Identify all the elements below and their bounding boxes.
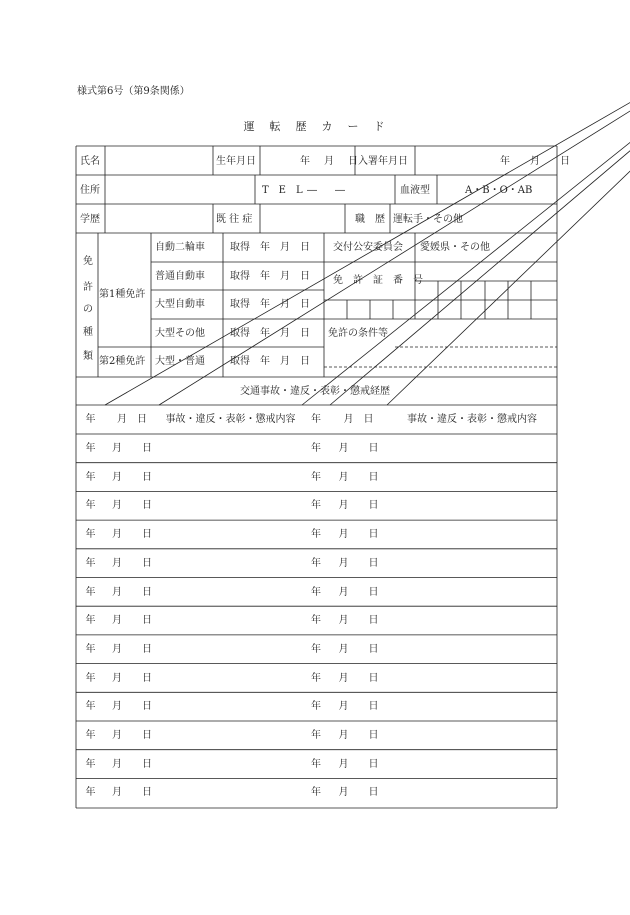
left-row-year-2: 年 [85, 500, 96, 512]
grid-line [302, 0, 630, 405]
career-label: 職 歴 [355, 214, 385, 225]
right-row-year-8: 年 [311, 672, 321, 684]
history-section-title: 交通事故・違反・表彰・懲戒経歴 [240, 386, 390, 397]
right-row-year-11: 年 [311, 758, 321, 770]
right-row-monthday-9: 月 日 [338, 701, 379, 713]
education-label: 学歴 [80, 214, 100, 225]
license-type-2: 大型自動車 [155, 299, 205, 310]
license-section-char-4: 類 [83, 351, 93, 362]
left-row-year-4: 年 [85, 557, 96, 569]
illness-label: 既 往 症 [216, 214, 253, 225]
grid-line [105, 0, 630, 405]
right-row-monthday-2: 月 日 [338, 500, 379, 512]
right-row-monthday-3: 月 日 [338, 529, 379, 541]
right-row-year-0: 年 [311, 443, 321, 454]
left-row-year-0: 年 [85, 443, 96, 454]
class1-license-label: 第1種免許 [99, 289, 146, 300]
left-row-year-6: 年 [85, 615, 96, 627]
license-section-char-0: 免 [83, 256, 93, 267]
birth-date-label: 生年月日 [216, 156, 256, 167]
left-row-year-3: 年 [85, 529, 96, 541]
left-row-monthday-5: 月 日 [112, 586, 152, 598]
name-label: 氏名 [80, 156, 100, 167]
right-row-monthday-4: 月 日 [338, 557, 379, 569]
right-row-monthday-5: 月 日 [338, 586, 379, 598]
grid-line [330, 0, 630, 405]
right-row-monthday-7: 月 日 [338, 643, 379, 655]
left-row-year-11: 年 [85, 758, 96, 770]
left-row-monthday-6: 月 日 [112, 615, 152, 627]
right-row-year-2: 年 [311, 500, 321, 512]
left-row-monthday-8: 月 日 [112, 672, 152, 684]
tel-value: ― ― [307, 185, 349, 196]
left-row-year-7: 年 [85, 643, 96, 655]
license-acquired-2: 取得 年 月 日 [230, 299, 310, 310]
left-monthday-header: 月 日 [117, 414, 147, 425]
right-row-monthday-1: 月 日 [338, 471, 379, 483]
address-label: 住所 [80, 185, 100, 196]
license-acquired-0: 取得 年 月 日 [230, 242, 310, 253]
right-row-year-4: 年 [311, 557, 321, 569]
career-value: 運転手・その他 [393, 214, 463, 225]
right-content-header: 事故・違反・表彰・懲戒内容 [407, 414, 537, 425]
left-row-monthday-3: 月 日 [112, 529, 152, 541]
right-row-year-1: 年 [311, 471, 321, 483]
tel-label: T E L [262, 185, 303, 196]
form-number: 様式第6号（第9条関係） [77, 86, 190, 97]
left-row-year-10: 年 [85, 730, 96, 741]
birth-date-value: 年 月 日 [300, 156, 360, 167]
left-row-year-9: 年 [85, 701, 96, 713]
page-title: 運 転 歴 カ ー ド [243, 120, 387, 133]
right-row-year-9: 年 [311, 701, 321, 713]
right-row-monthday-11: 月 日 [338, 758, 379, 770]
right-row-monthday-10: 月 日 [338, 730, 379, 741]
right-row-year-3: 年 [311, 529, 321, 541]
right-row-monthday-8: 月 日 [338, 672, 379, 684]
license-section-char-1: 許 [83, 282, 93, 293]
left-row-monthday-9: 月 日 [112, 701, 152, 713]
left-row-monthday-11: 月 日 [112, 758, 152, 770]
right-row-year-12: 年 [311, 787, 321, 799]
license-acquired-4: 取得 年 月 日 [230, 356, 310, 367]
license-type-3: 大型その他 [155, 328, 205, 339]
hire-date-label: 入署年月日 [358, 156, 408, 167]
left-row-year-5: 年 [85, 586, 96, 598]
license-section-char-3: 種 [83, 327, 93, 338]
license-acquired-3: 取得 年 月 日 [230, 328, 310, 339]
license-type-4: 大型・普通 [155, 356, 205, 367]
grid-line [387, 0, 630, 405]
license-number-label: 免 許 証 番 号 [333, 275, 423, 286]
blood-type-value: A・B・O・AB [465, 185, 533, 196]
left-row-monthday-0: 月 日 [112, 443, 152, 454]
right-monthday-header: 月 日 [343, 414, 374, 425]
left-row-monthday-7: 月 日 [112, 643, 152, 655]
right-row-monthday-0: 月 日 [338, 443, 379, 454]
right-row-year-5: 年 [311, 586, 321, 598]
license-section-char-2: の [83, 304, 93, 315]
grid-line [159, 0, 630, 405]
right-row-monthday-12: 月 日 [338, 787, 379, 799]
license-type-0: 自動二輪車 [155, 242, 205, 253]
left-row-monthday-1: 月 日 [112, 471, 152, 483]
left-row-year-12: 年 [85, 787, 96, 799]
issuer-value: 愛媛県・その他 [420, 242, 490, 253]
left-row-monthday-10: 月 日 [112, 730, 152, 741]
blood-type-label: 血液型 [400, 185, 430, 196]
right-year-header: 年 [311, 414, 321, 425]
right-row-year-6: 年 [311, 615, 321, 627]
right-row-year-7: 年 [311, 643, 321, 655]
left-row-year-1: 年 [85, 471, 96, 483]
left-year-header: 年 [85, 414, 96, 425]
license-acquired-1: 取得 年 月 日 [230, 271, 310, 282]
left-row-monthday-12: 月 日 [112, 787, 152, 799]
left-row-monthday-2: 月 日 [112, 500, 152, 512]
left-content-header: 事故・違反・表彰・懲戒内容 [165, 414, 296, 425]
hire-date-value: 年 月 日 [500, 156, 570, 167]
left-row-monthday-4: 月 日 [112, 557, 152, 569]
left-row-year-8: 年 [85, 672, 96, 684]
class2-license-label: 第2種免許 [99, 356, 146, 367]
license-type-1: 普通自動車 [155, 271, 205, 282]
issuer-label: 交付公安委員会 [333, 242, 403, 253]
conditions-label: 免許の条件等 [328, 328, 388, 339]
right-row-monthday-6: 月 日 [338, 615, 379, 627]
right-row-year-10: 年 [311, 730, 321, 741]
